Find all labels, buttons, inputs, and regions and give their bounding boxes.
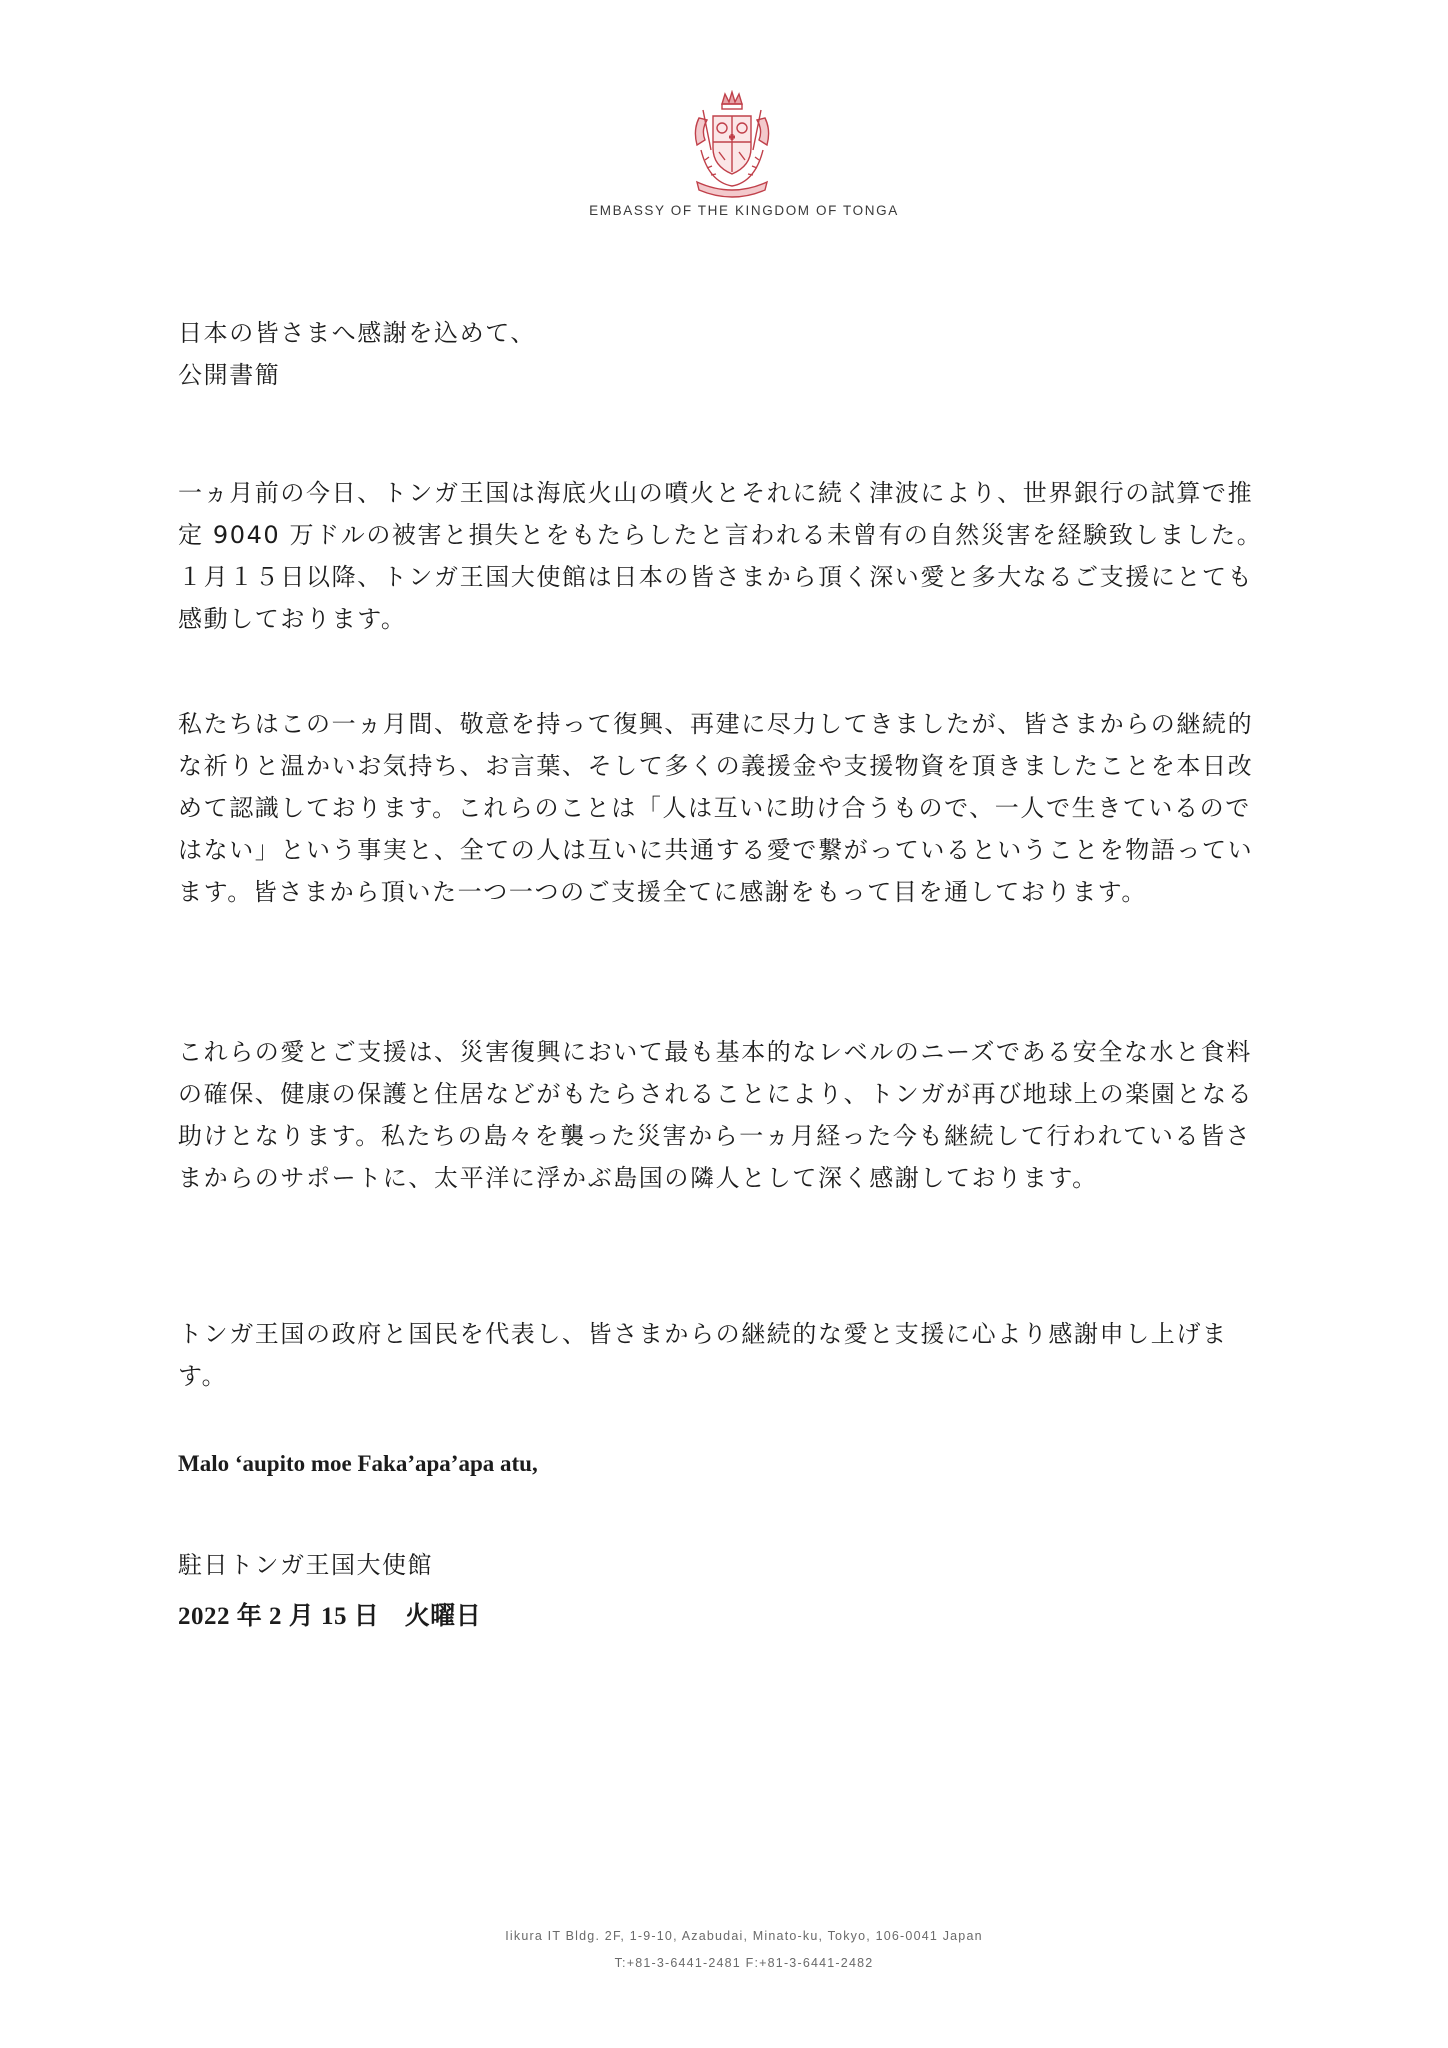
paragraph-text: 私たちはこの一ヵ月間、敬意を持って復興、再建に尽力してきましたが、皆さまからの継続的な祈りと温かいお気持ち、お言葉、そして多くの義援金や支援物資を頂きましたことを本日改めて認識しております。これらのことは「人は互いに助け合うもので、一人で生きているのではない」という事実と、全ての人は互いに共通する愛で繋がっているということを物語っています。皆さまから頂いた一つ一つのご支援全てに感謝をもって目を通しております。 bbox=[178, 710, 1254, 906]
greeting-line: 日本の皆さまへ感謝を込めて、 bbox=[178, 319, 536, 347]
paragraph-3 bbox=[178, 1031, 1273, 1199]
letter-date: 2022 年 2 月 15 日 火曜日 bbox=[178, 1603, 482, 1630]
paragraph-text: これらの愛とご支援は、災害復興において最も基本的なレベルのニーズである安全な水と食料の確保、健康の保護と住居などがもたらされることにより、トンガが再び地球上の楽園となる助けとなります。私たちの島々を襲った災害から一ヵ月経った今も継続して行われている皆さまからのサポートに、太平洋に浮かぶ島国の隣人として深く感謝しております。 bbox=[178, 1038, 1254, 1192]
paragraph-4 bbox=[178, 1313, 1273, 1397]
signer-name: 駐日トンガ王国大使館 bbox=[178, 1551, 433, 1579]
tonga-coat-of-arms-icon bbox=[689, 90, 775, 202]
paragraph-text: 一ヵ月前の今日、トンガ王国は海底火山の噴火とそれに続く津波により、世界銀行の試算で推定 9040 万ドルの被害と損失とをもたらしたと言われる未曾有の自然災害を経験致しました。１月１５日以降、トンガ王国大使館は日本の皆さまから頂く深い愛と多大なるご支援にとても感動しております。 bbox=[178, 479, 1263, 633]
embassy-name: EMBASSY OF THE KINGDOM OF TONGA bbox=[589, 203, 899, 218]
footer-address: Iikura IT Bldg. 2F, 1-9-10, Azabudai, Minato-ku, Tokyo, 106-0041 Japan bbox=[505, 1929, 983, 1943]
closing-phrase: Malo ‘aupito moe Faka’apa’apa atu, bbox=[178, 1451, 538, 1476]
footer-phone: T:+81-3-6441-2481 F:+81-3-6441-2482 bbox=[614, 1956, 874, 1970]
greeting-block bbox=[178, 312, 1273, 396]
letter-subtitle: 公開書簡 bbox=[178, 361, 281, 389]
paragraph-1 bbox=[178, 472, 1273, 640]
paragraph-2 bbox=[178, 703, 1273, 913]
paragraph-text: トンガ王国の政府と国民を代表し、皆さまからの継続的な愛と支援に心より感謝申し上げます。 bbox=[178, 1320, 1228, 1390]
